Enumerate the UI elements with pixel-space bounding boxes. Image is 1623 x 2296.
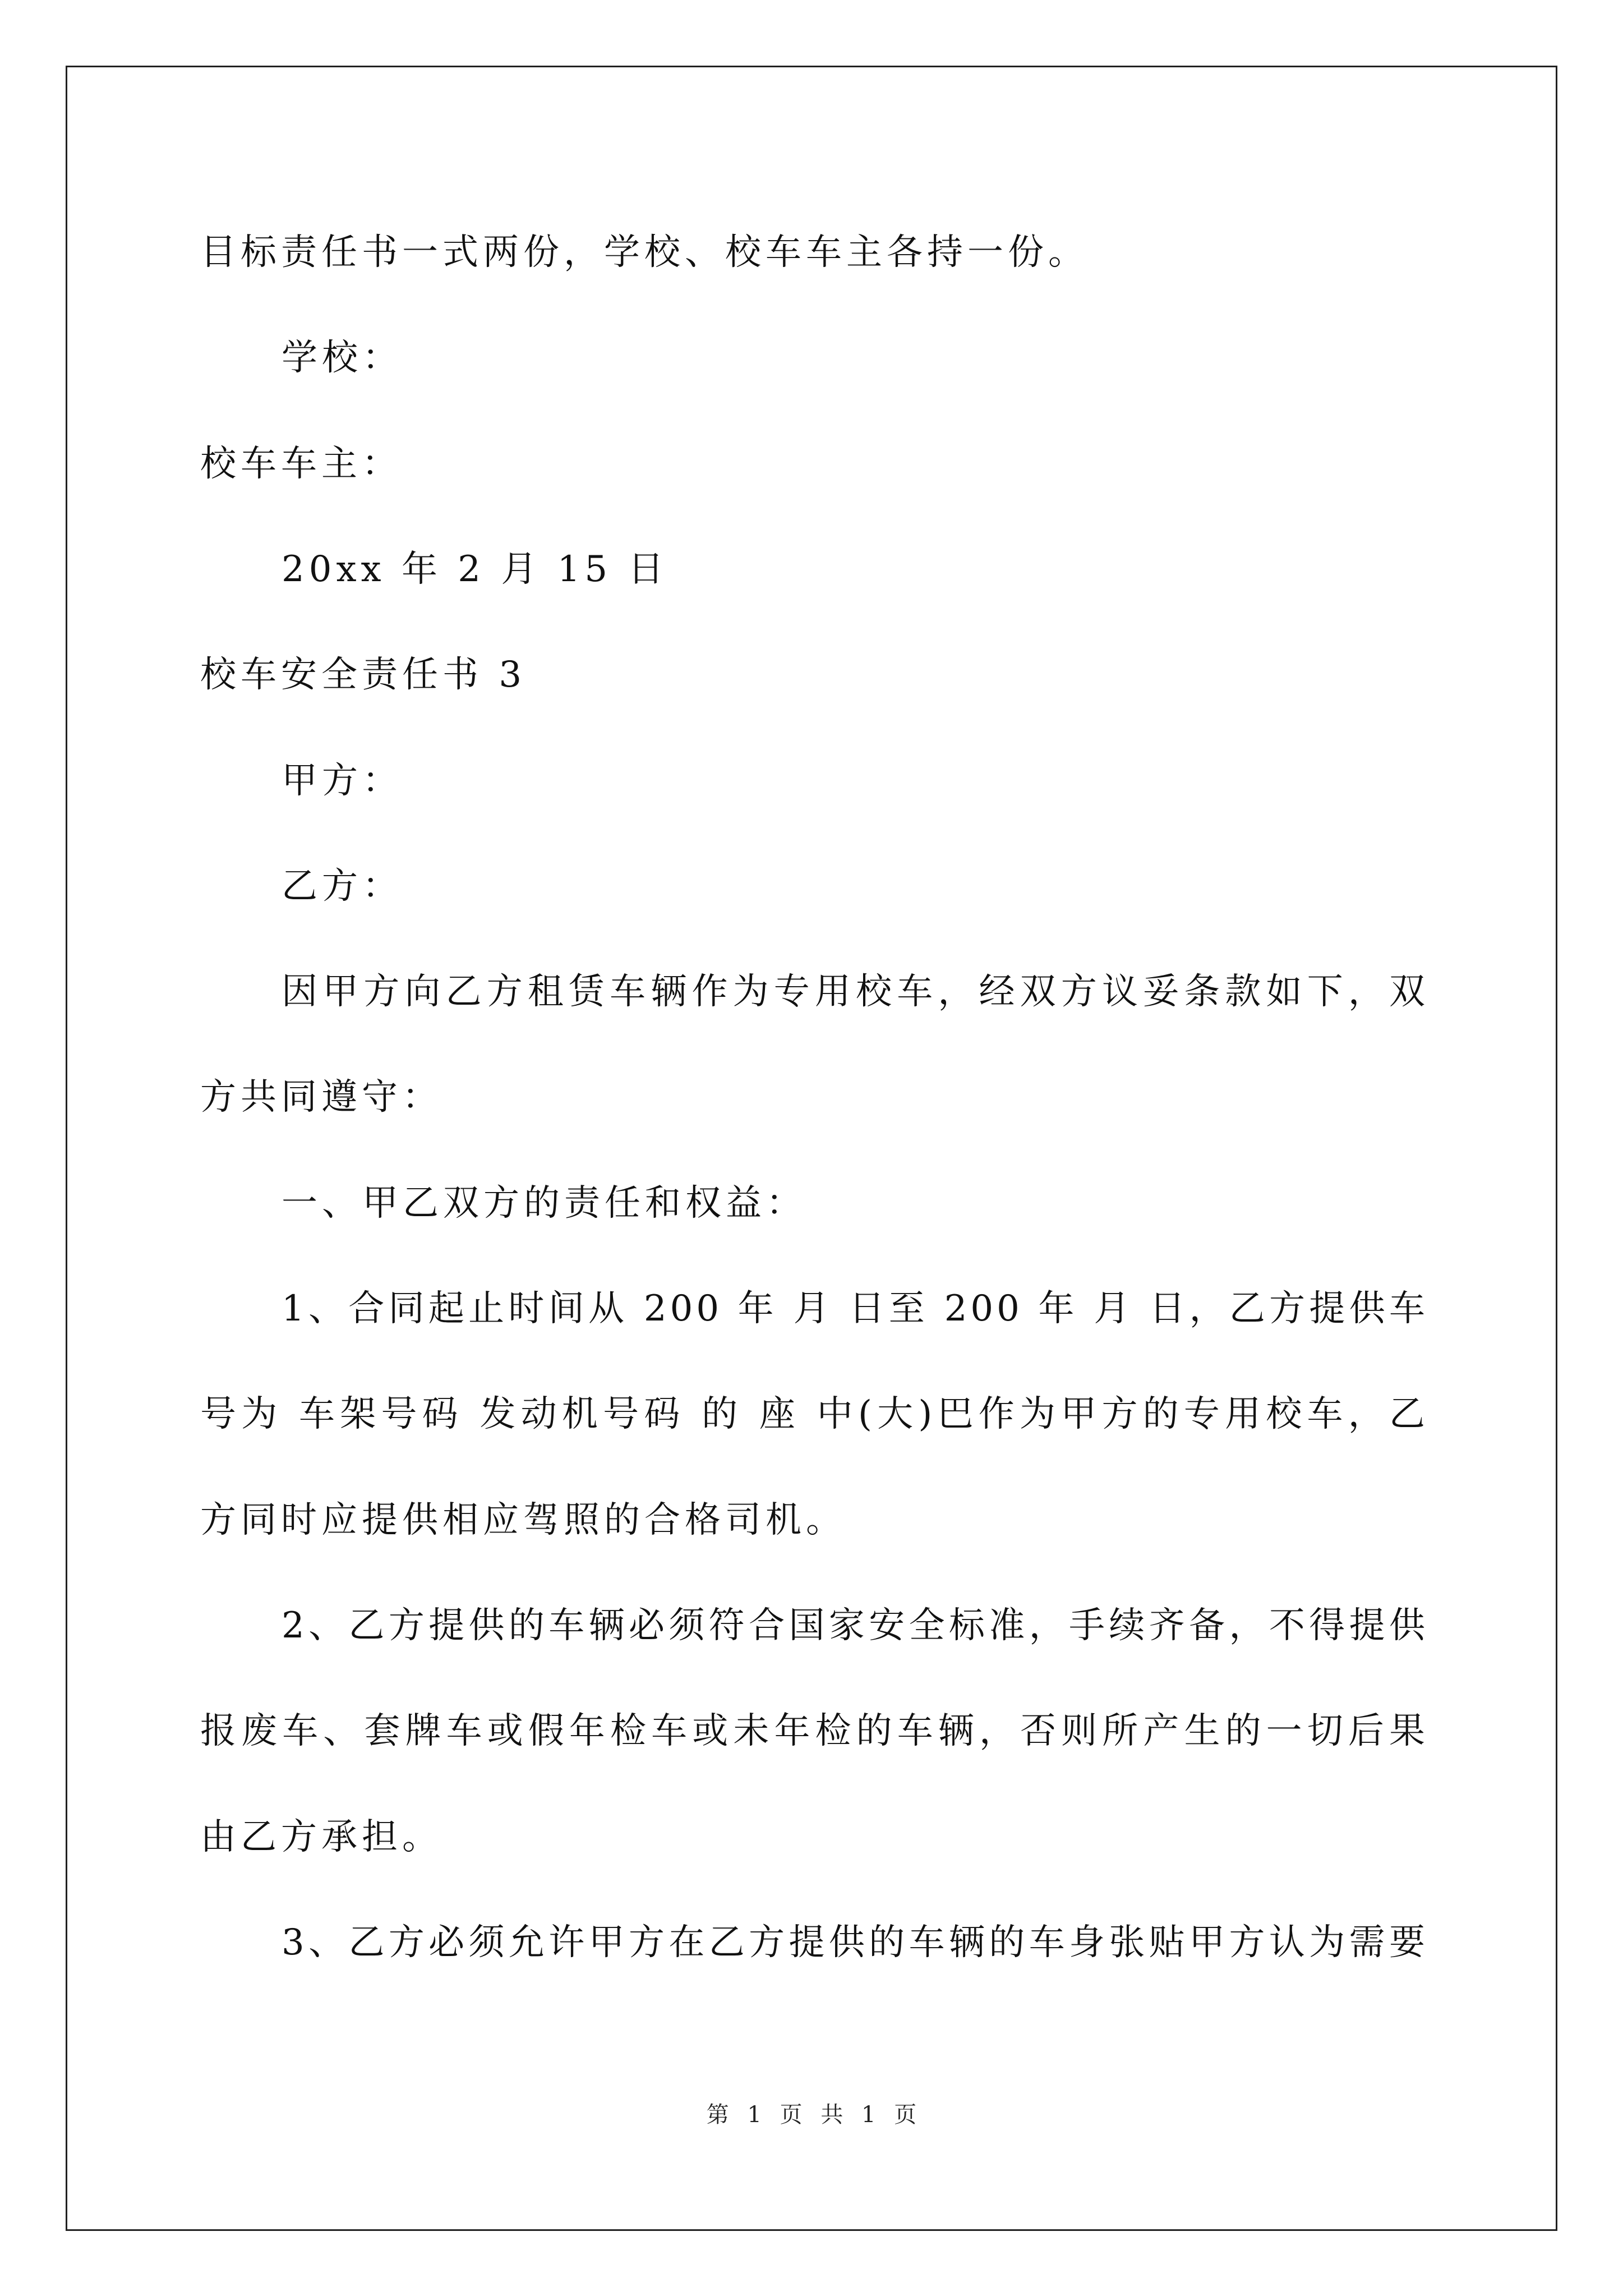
text-line-1: 目标责任书一式两份，学校、校车车主各持一份。	[200, 232, 1089, 273]
text-line-6: 甲方：	[282, 760, 403, 802]
text-line-4: 20xx 年 2 月 15 日	[282, 549, 668, 590]
text-line-16: 由乙方承担。	[200, 1816, 442, 1858]
text-line-11: 1、合同起止时间从 200 年 月 日至 200 年 月 日，乙方提供车	[282, 1288, 1428, 1329]
text-line-2: 学校：	[282, 337, 403, 379]
page-border	[66, 66, 1557, 2231]
text-line-17: 3、乙方必须允许甲方在乙方提供的车辆的车身张贴甲方认为需要	[282, 1922, 1428, 1963]
text-line-7: 乙方：	[282, 866, 403, 907]
text-line-9: 方共同遵守：	[200, 1076, 442, 1118]
text-line-3: 校车车主：	[200, 443, 402, 485]
text-line-5: 校车安全责任书 3	[200, 654, 527, 696]
text-line-14: 2、乙方提供的车辆必须符合国家安全标准，手续齐备，不得提供	[282, 1605, 1428, 1646]
text-line-8: 因甲方向乙方租赁车辆作为专用校车，经双方议妥条款如下，双	[282, 971, 1428, 1013]
text-line-10: 一、甲乙双方的责任和权益：	[282, 1182, 806, 1224]
text-line-13: 方同时应提供相应驾照的合格司机。	[200, 1499, 846, 1541]
text-line-12: 号为 车架号码 发动机号码 的 座 中(大)巴作为甲方的专用校车，乙	[200, 1393, 1428, 1435]
text-line-15: 报废车、套牌车或假年检车或未年检的车辆，否则所产生的一切后果	[200, 1710, 1428, 1752]
page-footer: 第 1 页 共 1 页	[706, 2102, 917, 2128]
